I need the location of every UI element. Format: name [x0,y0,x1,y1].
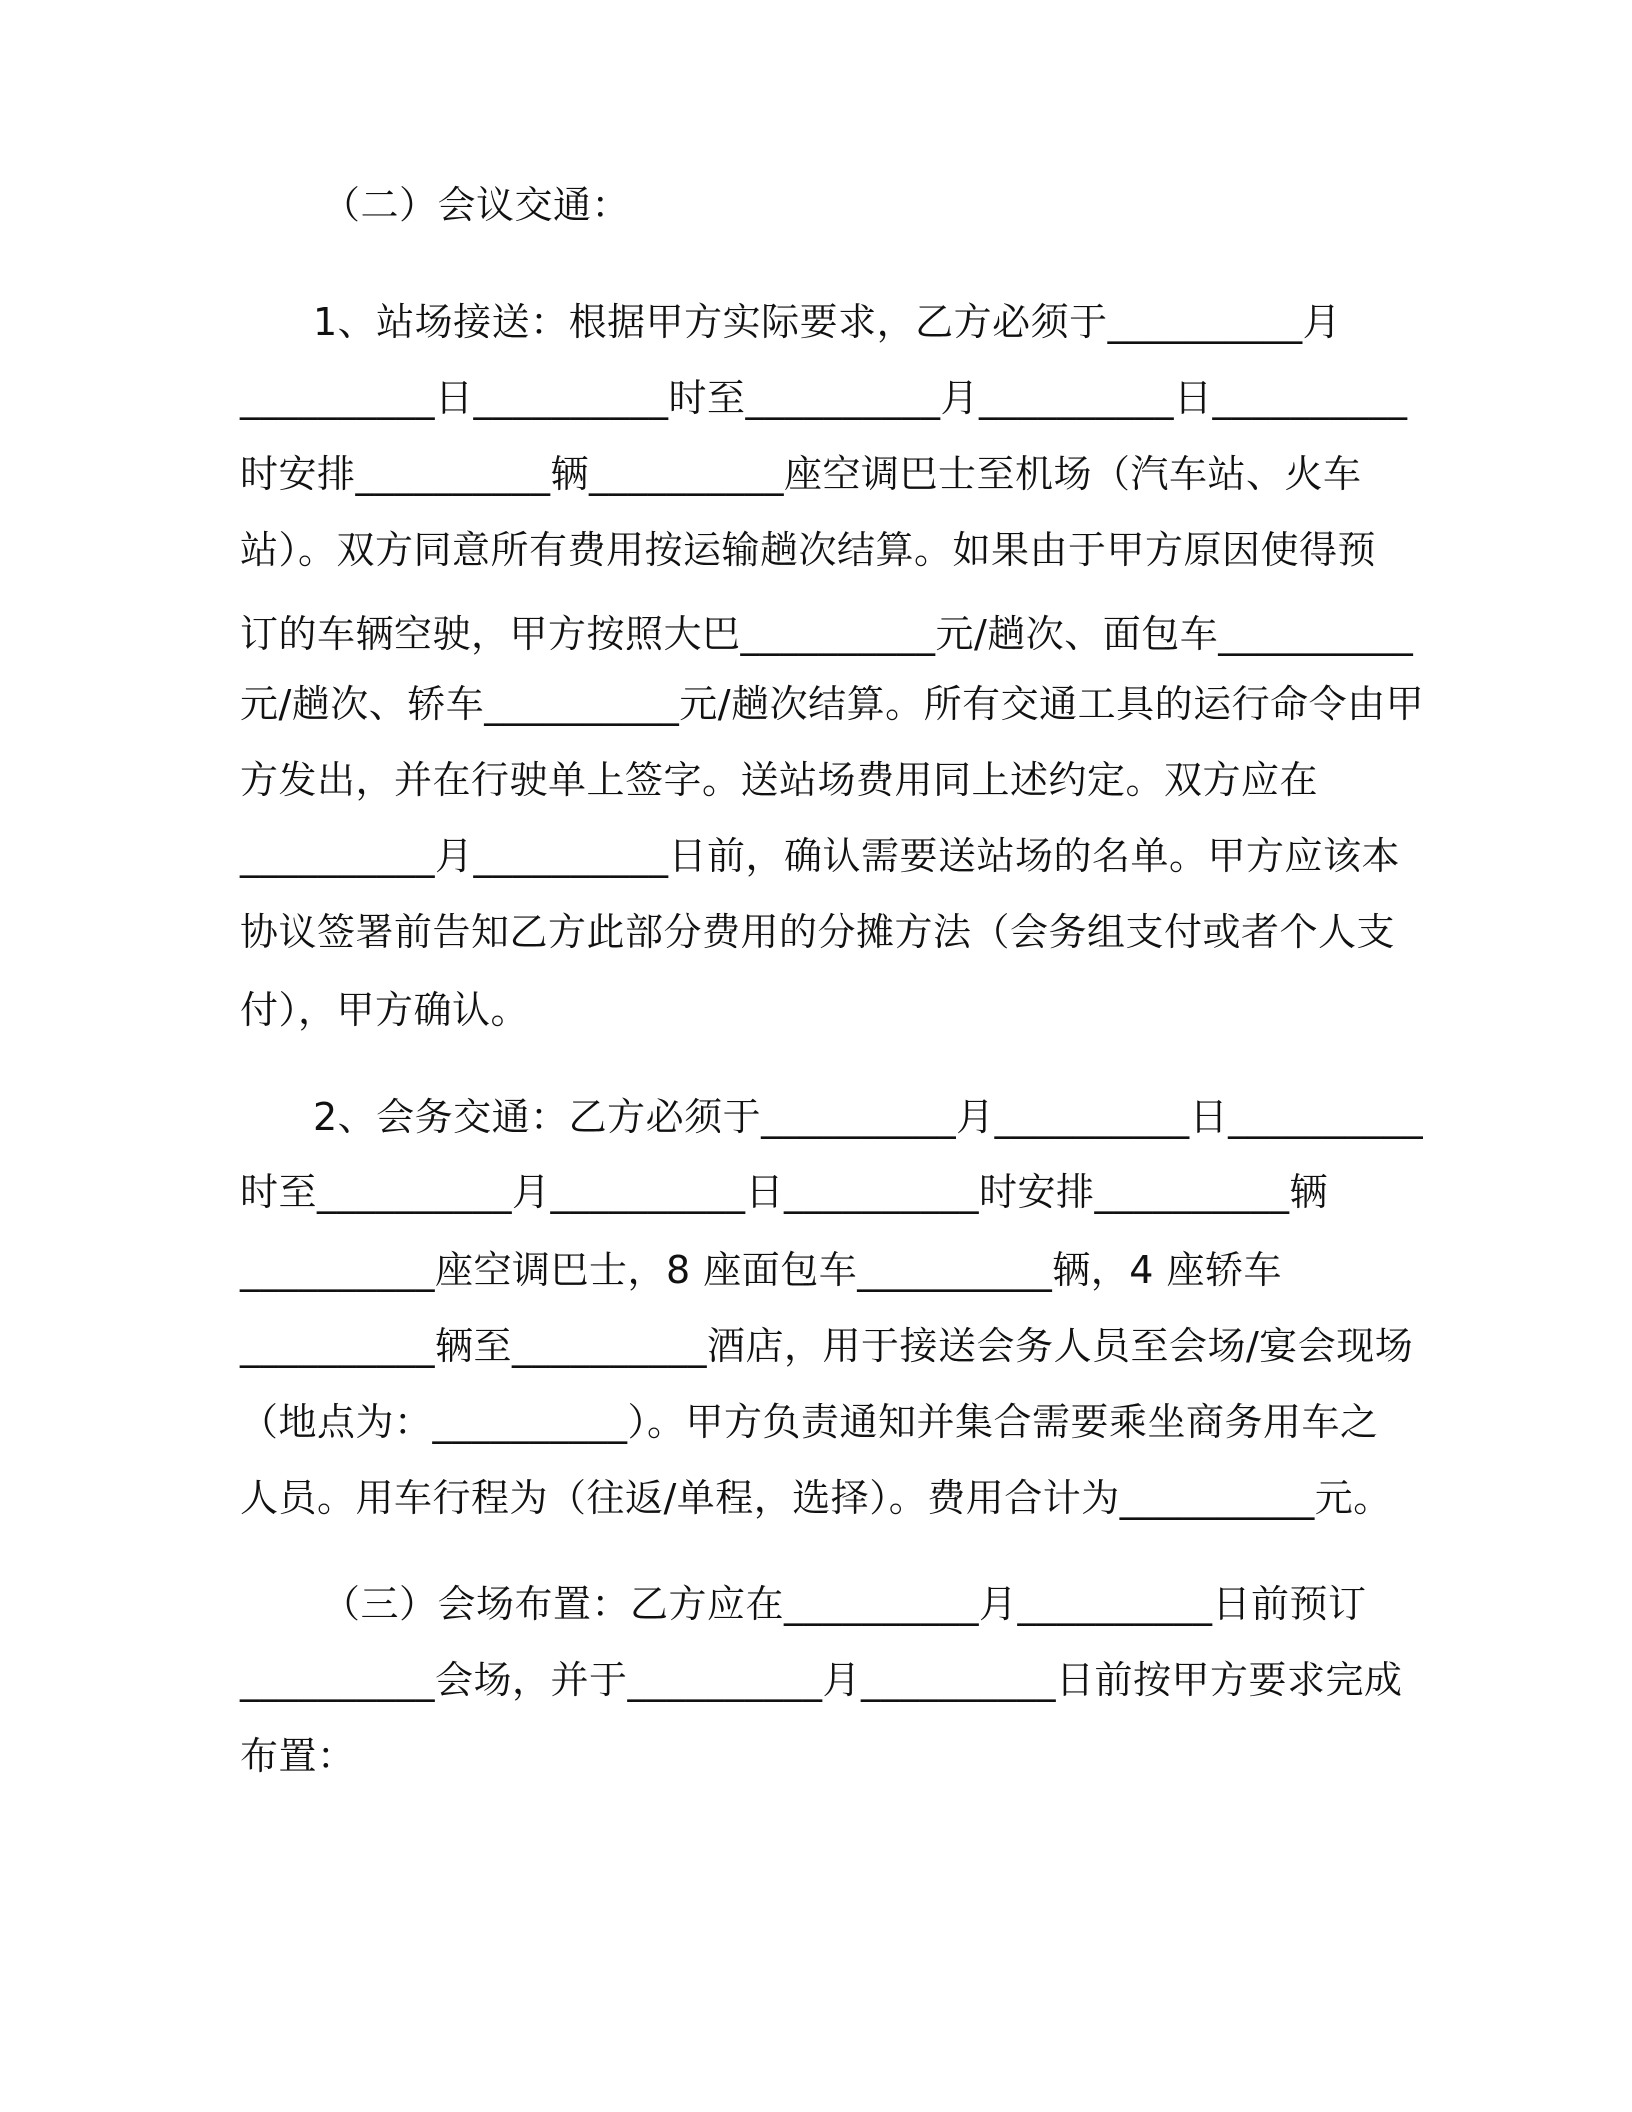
paragraph-line: 站）。双方同意所有费用按运输趟次结算。如果由于甲方原因使得预 [240,528,1377,572]
paragraph-line: （地点为：__________）。甲方负责通知并集合需要乘坐商务用车之 [240,1400,1379,1444]
paragraph-line: 时至__________月__________日__________时安排__________辆 [240,1170,1329,1214]
paragraph-line: __________日__________时至__________月__________日__________ [240,376,1408,420]
paragraph-line: 时安排__________辆__________座空调巴士至机场（汽车站、火车 [240,452,1362,496]
paragraph-line: __________座空调巴士，8 座面包车__________辆，4 座轿车 [240,1248,1283,1292]
paragraph-line: 人员。用车行程为（往返/单程，选择）。费用合计为__________元。 [240,1476,1392,1520]
paragraph-line: 1、站场接送：根据甲方实际要求，乙方必须于__________月 [313,300,1342,344]
section-heading-venue-setup: （三）会场布置：乙方应在__________月__________日前预订 [322,1582,1367,1626]
paragraph-line: 协议签署前告知乙方此部分费用的分摊方法（会务组支付或者个人支 [240,910,1396,954]
paragraph-line: __________月__________日前，确认需要送站场的名单。甲方应该本 [240,834,1401,878]
paragraph-line: 方发出，并在行驶单上签字。送站场费用同上述约定。双方应在 [240,758,1319,802]
paragraph-line: 订的车辆空驶，甲方按照大巴__________元/趟次、面包车__________ [240,612,1414,656]
paragraph-line: 付），甲方确认。 [240,988,530,1032]
paragraph-line: 布置： [240,1734,356,1778]
paragraph-line: __________辆至__________酒店，用于接送会务人员至会场/宴会现场 [240,1324,1414,1368]
paragraph-line: __________会场，并于__________月__________日前按甲方要求完成 [240,1658,1403,1702]
paragraph-line: 元/趟次、轿车__________元/趟次结算。所有交通工具的运行命令由甲 [240,682,1425,726]
section-heading-meeting-transport: （二）会议交通： [322,183,631,227]
paragraph-line: 2、会务交通：乙方必须于__________月__________日__________ [313,1095,1424,1139]
